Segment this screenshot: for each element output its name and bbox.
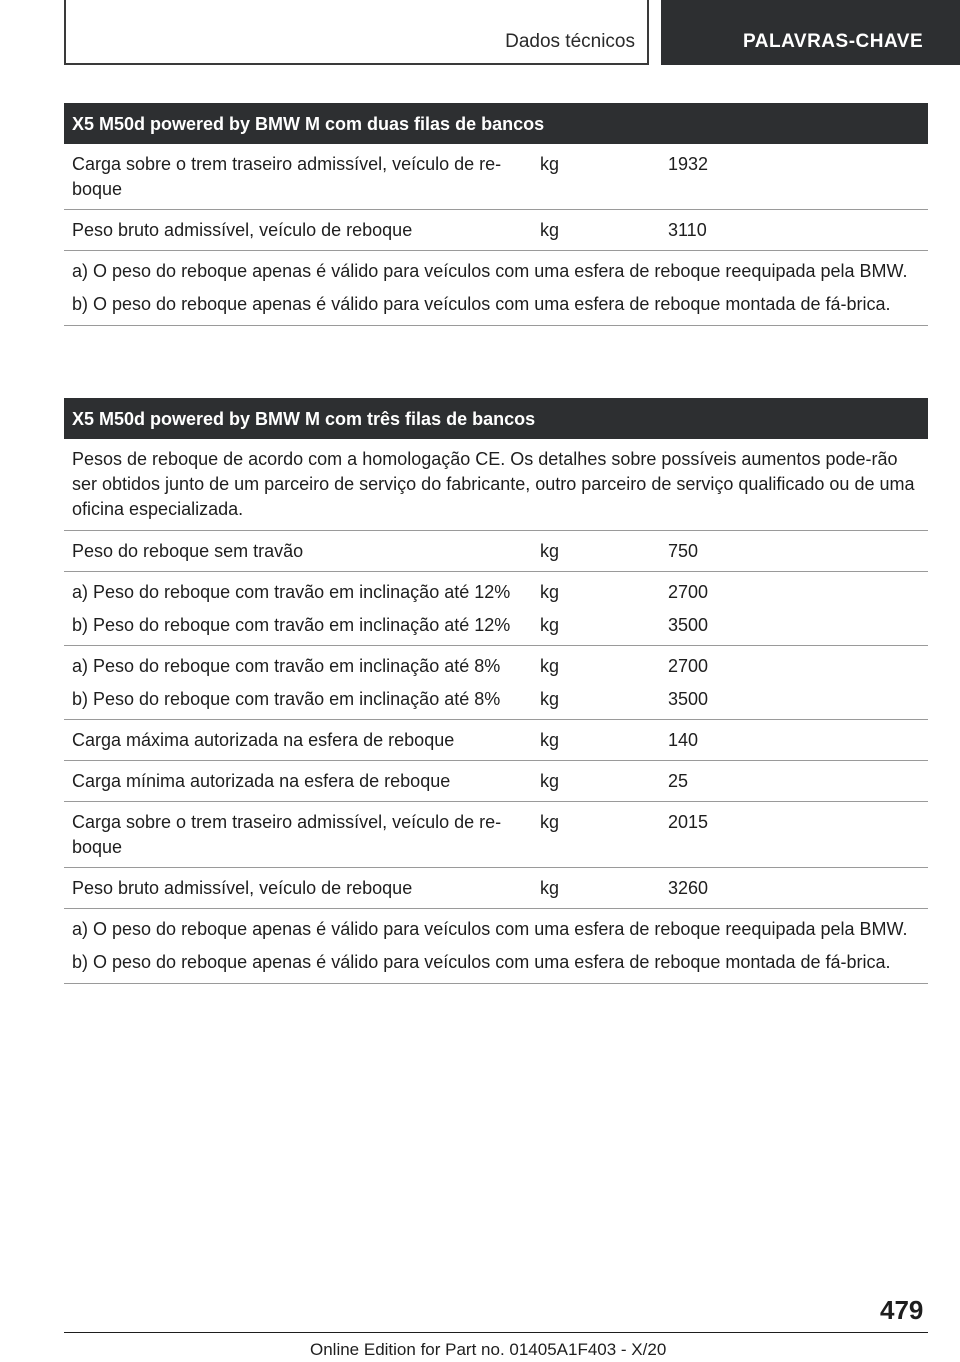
row-value <box>668 580 708 638</box>
page-number: 479 <box>880 1295 924 1325</box>
row-unit-a: kg <box>540 656 560 676</box>
row-value: 2015 <box>668 812 709 832</box>
row-unit: kg <box>540 812 560 832</box>
footnote-b: b) O peso do reboque apenas é válido para veículos com uma esfera de reboque montada de fá-brica. <box>72 294 891 314</box>
keywords-tab-label: PALAVRAS-CHAVE <box>743 31 924 52</box>
chapter-tab-label: Dados técnicos <box>505 31 635 52</box>
row-value: 750 <box>668 541 699 561</box>
section-title: X5 M50d powered by BMW M com duas filas de bancos <box>64 103 928 144</box>
row-label: Carga máxima autorizada na esfera de reboque <box>72 730 455 750</box>
table-row <box>64 572 928 646</box>
row-unit <box>540 654 668 712</box>
row-value-a: 2700 <box>668 656 709 676</box>
table-row <box>64 761 928 802</box>
row-label: Peso do reboque sem travão <box>72 541 304 561</box>
row-value: 140 <box>668 730 699 750</box>
row-unit: kg <box>540 730 560 750</box>
row-label-b: b) Peso do reboque com travão em inclinação até 8% <box>72 689 501 709</box>
row-label-a: a) Peso do reboque com travão em inclinação até 12% <box>72 582 511 602</box>
footnote-b: b) O peso do reboque apenas é válido para veículos com uma esfera de reboque montada de fá-brica. <box>72 952 891 972</box>
table-row <box>64 802 928 868</box>
footer-divider <box>64 1332 864 1333</box>
table-row <box>64 868 928 909</box>
row-label: Peso bruto admissível, veículo de reboque <box>72 878 413 898</box>
row-label: Carga sobre o trem traseiro admissível, veículo de re-boque <box>72 812 502 857</box>
row-unit-b: kg <box>540 689 560 709</box>
row-label <box>72 580 540 638</box>
row-value: 1932 <box>668 154 709 174</box>
footnote-a: a) O peso do reboque apenas é válido para veículos com uma esfera de reboque reequipada pela BMW. <box>72 261 908 281</box>
row-unit: kg <box>540 771 560 791</box>
table-row <box>64 144 928 210</box>
row-value <box>668 654 708 712</box>
footnote-a: a) O peso do reboque apenas é válido para veículos com uma esfera de reboque reequipada pela BMW. <box>72 919 908 939</box>
keywords-tab[interactable] <box>661 0 960 65</box>
row-unit: kg <box>540 154 560 174</box>
row-label <box>72 654 540 712</box>
row-label: Peso bruto admissível, veículo de reboque <box>72 220 413 240</box>
section-three-rows <box>64 398 928 984</box>
row-value: 3110 <box>668 220 707 240</box>
row-unit: kg <box>540 878 560 898</box>
row-unit-a: kg <box>540 582 560 602</box>
row-value: 3260 <box>668 878 709 898</box>
row-unit-b: kg <box>540 615 560 635</box>
row-label: Carga sobre o trem traseiro admissível, veículo de re-boque <box>72 154 502 199</box>
row-label-b: b) Peso do reboque com travão em inclinação até 12% <box>72 615 511 635</box>
row-value-b: 3500 <box>668 689 709 709</box>
row-value-a: 2700 <box>668 582 709 602</box>
footnotes <box>64 251 928 326</box>
table-row <box>64 720 928 761</box>
row-value-b: 3500 <box>668 615 709 635</box>
footer-divider <box>864 1332 928 1333</box>
chapter-tab[interactable] <box>64 0 649 65</box>
table-row <box>64 531 928 572</box>
row-unit: kg <box>540 541 560 561</box>
row-label-a: a) Peso do reboque com travão em inclinação até 8% <box>72 656 501 676</box>
edition-text: Online Edition for Part no. 01405A1F403 - X/20 <box>310 1340 667 1359</box>
row-value: 25 <box>668 771 689 791</box>
section-title: X5 M50d powered by BMW M com três filas de bancos <box>64 398 928 439</box>
section-two-rows <box>64 103 928 326</box>
section-intro <box>64 439 928 531</box>
table-row <box>64 210 928 251</box>
intro-text: Pesos de reboque de acordo com a homologação CE. Os detalhes sobre possíveis aumentos pode-rão ser obtidos junto de um parceiro de serviço do fabricante, outro parceiro de serviço qualificado ou de uma oficina especializada. <box>72 449 915 519</box>
table-row <box>64 646 928 720</box>
row-unit: kg <box>540 220 560 240</box>
footnotes <box>64 909 928 984</box>
row-unit <box>540 580 668 638</box>
row-label: Carga mínima autorizada na esfera de reboque <box>72 771 451 791</box>
